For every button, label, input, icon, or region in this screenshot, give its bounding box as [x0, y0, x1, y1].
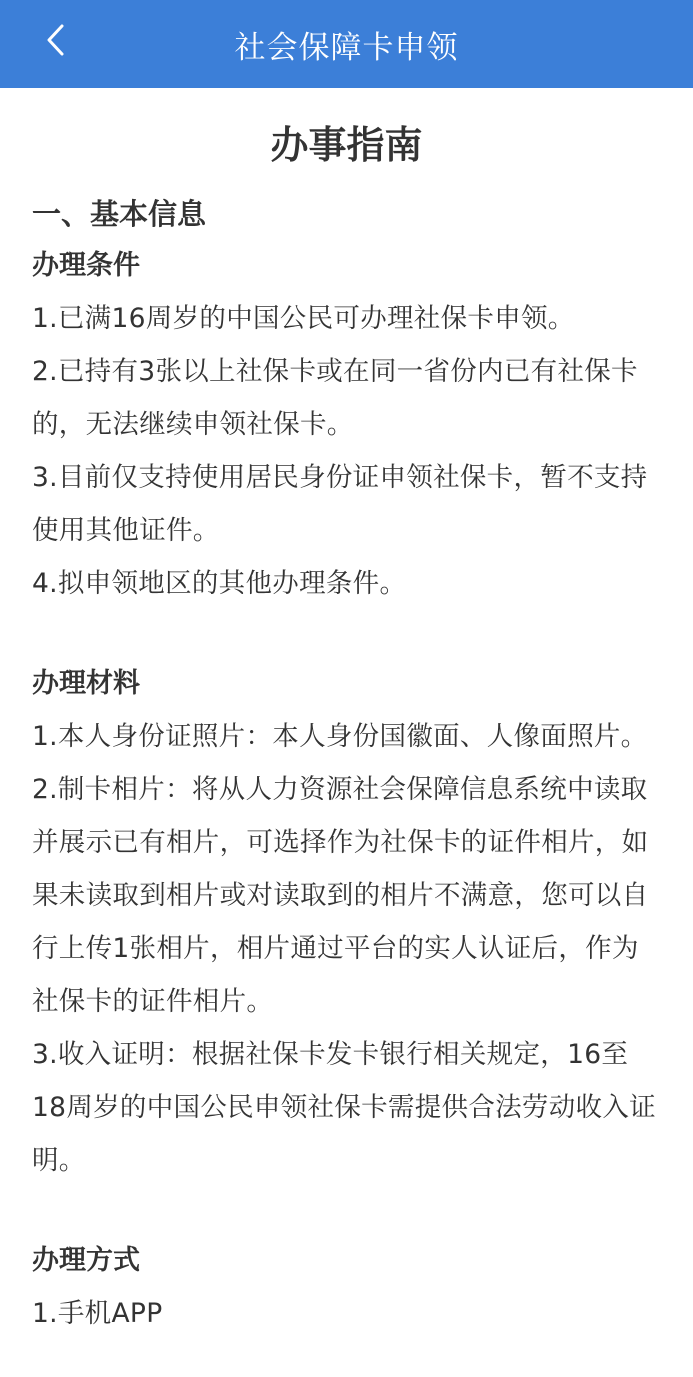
material-item: 3.收入证明：根据社保卡发卡银行相关规定，16至18周岁的中国公民申领社保卡需提供合法劳动收入证明。 — [32, 1039, 656, 1176]
chevron-left-icon — [45, 23, 67, 57]
spacer — [32, 1187, 661, 1231]
condition-item: 2.已持有3张以上社保卡或在同一省份内已有社保卡的，无法继续申领社保卡。 — [32, 356, 638, 440]
condition-item: 3.目前仅支持使用居民身份证申领社保卡，暂不支持使用其他证件。 — [32, 462, 648, 546]
methods-title: 办理方式 — [32, 1245, 140, 1276]
conditions-title: 办理条件 — [32, 250, 140, 281]
app-header — [0, 0, 693, 88]
header-title: 社会保障卡申领 — [234, 29, 459, 66]
back-button[interactable] — [36, 20, 76, 60]
condition-item: 4.拟申领地区的其他办理条件。 — [32, 568, 407, 599]
material-item: 2.制卡相片：将从人力资源社会保障信息系统中读取并展示已有相片，可选择作为社保卡的证件相片，如果未读取到相片或对读取到的相片不满意，您可以自行上传1张相片，相片通过平台的实人认证后，作为社保卡的证件相片。 — [32, 774, 649, 1017]
condition-item: 1.已满16周岁的中国公民可办理社保卡申领。 — [32, 303, 575, 334]
material-item: 1.本人身份证照片：本人身份国徽面、人像面照片。 — [32, 721, 648, 752]
materials-title: 办理材料 — [32, 668, 140, 699]
page-title: 办事指南 — [270, 123, 423, 167]
spacer — [32, 610, 661, 654]
method-item: 1.手机APP — [32, 1298, 163, 1329]
section-title-basic-info: 一、基本信息 — [32, 197, 207, 231]
guide-content[interactable] — [0, 88, 693, 1377]
